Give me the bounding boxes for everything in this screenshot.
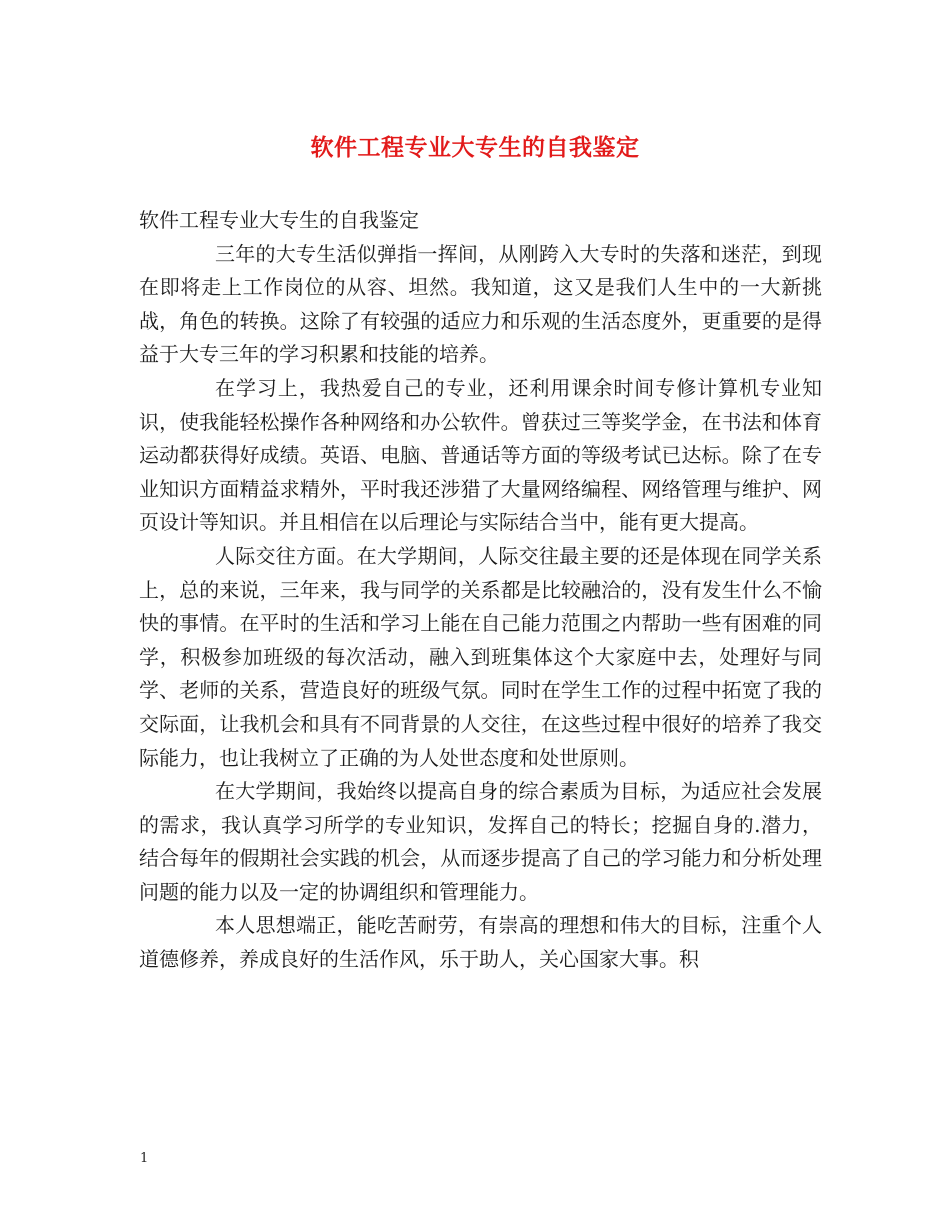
document-title: 软件工程专业大专生的自我鉴定 [310,134,640,161]
paragraph-4: 在大学期间，我始终以提高自身的综合素质为目标，为适应社会发展的需求，我认真学习所学的专业知识，发挥自己的特长；挖掘自身的.潜力，结合每年的假期社会实践的机会，从而逐步提高了自己的学习能力和分析处理问题的能力以及一定的协调组织和管理能力。 [139,779,822,904]
paragraph-1: 三年的大专生活似弹指一挥间，从刚跨入大专时的失落和迷茫，到现在即将走上工作岗位的从容、坦然。我知道，这又是我们人生中的一大新挑战，角色的转换。这除了有较强的适应力和乐观的生活态度外，更重要的是得益于大专三年的学习积累和技能的培养。 [139,241,822,367]
page-number: 1 [140,1151,149,1166]
document-subtitle: 软件工程专业大专生的自我鉴定 [139,208,419,232]
document-body [139,204,822,977]
paragraph-2: 在学习上，我热爱自己的专业，还利用课余时间专修计算机专业知识，使我能轻松操作各种网络和办公软件。曾获过三等奖学金，在书法和体育运动都获得好成绩。英语、电脑、普通话等方面的等级考试已达标。除了在专业知识方面精益求精外，平时我还涉猎了大量网络编程、网络管理与维护、网页设计等知识。并且相信在以后理论与实际结合当中，能有更大提高。 [139,375,822,535]
paragraph-3: 人际交往方面。在大学期间，人际交往最主要的还是体现在同学关系上，总的来说，三年来，我与同学的关系都是比较融洽的，没有发生什么不愉快的事情。在平时的生活和学习上能在自己能力范围之内帮助一些有困难的同学，积极参加班级的每次活动，融入到班集体这个大家庭中去，处理好与同学、老师的关系，营造良好的班级气氛。同时在学生工作的过程中拓宽了我的交际面，让我机会和具有不同背景的人交往，在这些过程中很好的培养了我交际能力，也让我树立了正确的为人处世态度和处世原则。 [139,543,822,770]
paragraph-5: 本人思想端正，能吃苦耐劳，有崇高的理想和伟大的目标，注重个人道德修养，养成良好的生活作风，乐于助人，关心国家大事。积 [139,913,822,972]
